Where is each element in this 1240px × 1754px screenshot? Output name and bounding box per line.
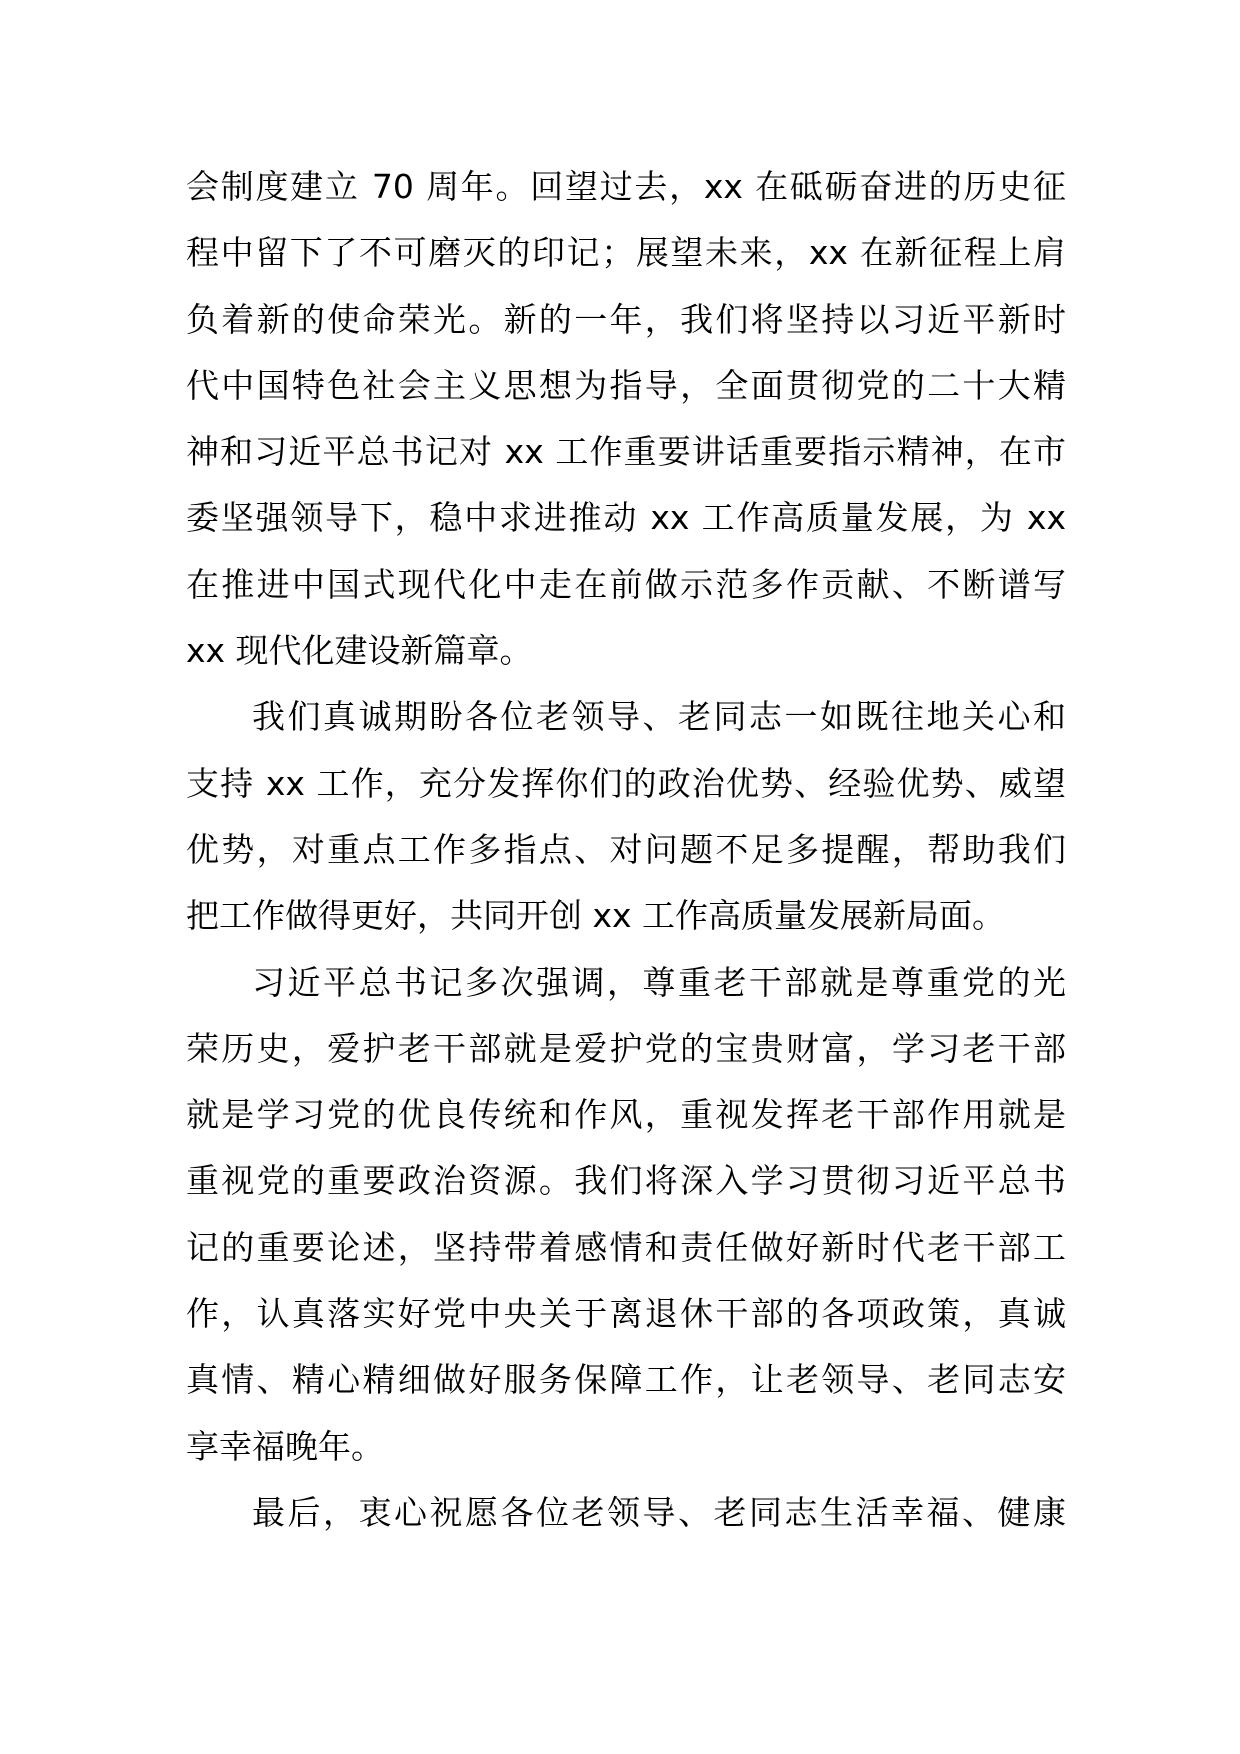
text-line: 真情、精心精细做好服务保障工作，让老领导、老同志安	[186, 1360, 1066, 1400]
text-line: 支持 xx 工作，充分发挥你们的政治优势、经验优势、威望	[186, 763, 1066, 803]
text-line: 委坚强领导下，稳中求进推动 xx 工作高质量发展，为 xx	[186, 498, 1066, 538]
paragraph-4	[186, 1480, 1066, 1546]
text-line: 记的重要论述，坚持带着感情和责任做好新时代老干部工	[186, 1227, 1066, 1267]
text-line: 作，认真落实好党中央关于离退休干部的各项政策，真诚	[186, 1294, 1066, 1334]
text-line: 把工作做得更好，共同开创 xx 工作高质量发展新局面。	[186, 896, 1006, 936]
text-line: 重视党的重要政治资源。我们将深入学习贯彻习近平总书	[186, 1161, 1066, 1201]
text-line: 负着新的使命荣光。新的一年，我们将坚持以习近平新时	[186, 299, 1066, 339]
paragraph-1	[186, 154, 1066, 684]
text-line: 会制度建立 70 周年。回望过去，xx 在砥砺奋进的历史征	[186, 167, 1066, 206]
text-line: 在推进中国式现代化中走在前做示范多作贡献、不断谱写	[186, 564, 1066, 604]
paragraph-3	[186, 950, 1066, 1480]
text-line: 神和习近平总书记对 xx 工作重要讲话重要指示精神，在市	[186, 432, 1066, 472]
text-line: 最后，衷心祝愿各位老领导、老同志生活幸福、健康	[252, 1492, 1066, 1532]
text-line: 我们真诚期盼各位老领导、老同志一如既往地关心和	[252, 697, 1066, 737]
text-line: 优势，对重点工作多指点、对问题不足多提醒，帮助我们	[186, 829, 1066, 869]
text-line: 就是学习党的优良传统和作风，重视发挥老干部作用就是	[186, 1095, 1066, 1135]
paragraph-2	[186, 684, 1066, 949]
document-body	[186, 154, 1066, 1546]
text-line: 代中国特色社会主义思想为指导，全面贯彻党的二十大精	[186, 365, 1066, 405]
text-line: 程中留下了不可磨灭的印记；展望未来，xx 在新征程上肩	[186, 233, 1066, 273]
text-line: xx 现代化建设新篇章。	[186, 631, 533, 671]
text-line: 荣历史，爱护老干部就是爱护党的宝贵财富，学习老干部	[186, 1028, 1066, 1068]
text-line: 享幸福晚年。	[186, 1426, 384, 1466]
text-line: 习近平总书记多次强调，尊重老干部就是尊重党的光	[252, 962, 1066, 1002]
